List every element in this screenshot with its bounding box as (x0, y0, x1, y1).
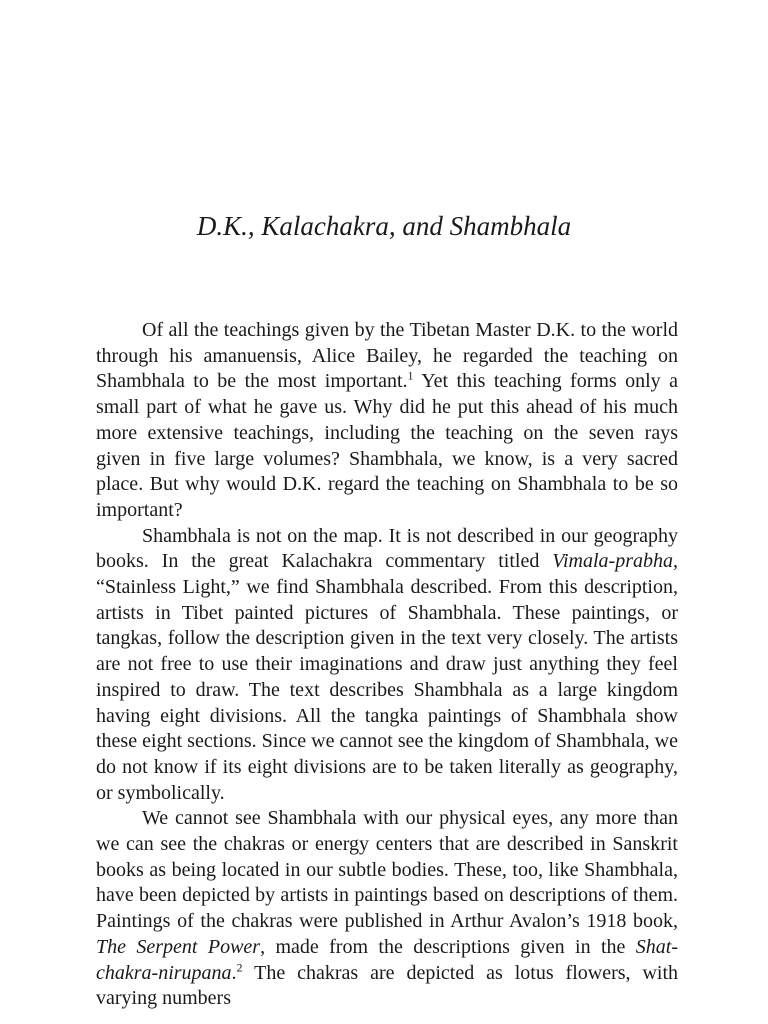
paragraph-text: The chakras are depicted as lotus flowers, with varying numbers (96, 961, 678, 1010)
paragraph (96, 524, 678, 807)
italic-title-text: Shat-chakra-nirupana (96, 935, 679, 984)
footnote-marker: 2 (236, 959, 243, 974)
paragraph-text: , “Stainless Light,” we find Shambhala described. From this description, artists in Tibet painted pictures of Shambhala. These paintings, or tangkas, follow the description given in the text very closely. The artists are not free to use their imaginations and draw just anything they feel inspired to draw. The text describes Shambhala as a large kingdom having eight divisions. All the tangka paintings of Shambhala show these eight sections. Since we cannot see the kingdom of Shambhala, we do not know if its eight divisions are to be taken literally as geography, or symbolically. (96, 550, 678, 804)
paragraph-text: . (231, 961, 237, 984)
chapter-title: D.K., Kalachakra, and Shambhala (196, 211, 572, 241)
paragraph (96, 806, 678, 1012)
paragraph-text: Of all the teachings given by the Tibetan Master D.K. to the world through his amanuensis, Alice Bailey, he regarded the teaching on Shambhala to be the most important. (96, 319, 678, 393)
paragraph-text: Shambhala is not on the map. It is not described in our geography books. In the great Kalachakra commentary titled (96, 524, 678, 573)
paragraph-text: , made from the descriptions given in the (260, 935, 636, 958)
paragraph (96, 318, 678, 524)
chapter-body (96, 318, 678, 1012)
italic-title-text: The Serpent Power (96, 935, 261, 958)
paragraph-text: We cannot see Shambhala with our physical eyes, any more than we can see the chakras or energy centers that are described in Sanskrit books as being located in our subtle bodies. These, too, like Shambhala, have been depicted by artists in paintings based on descriptions of them. Paintings of the chakras were published in Arthur Avalon’s 1918 book, (96, 807, 678, 933)
italic-title-text: Vimala-prabha (552, 550, 673, 573)
footnote-marker: 1 (407, 368, 414, 383)
paragraph-text: Yet this teaching forms only a small part of what he gave us. Why did he put this ahead of his much more extensive teachings, including the teaching on the seven rays given in five large volumes? Shambhala, we know, is a very sacred place. But why would D.K. regard the teaching on Shambhala to be so important? (96, 370, 678, 521)
